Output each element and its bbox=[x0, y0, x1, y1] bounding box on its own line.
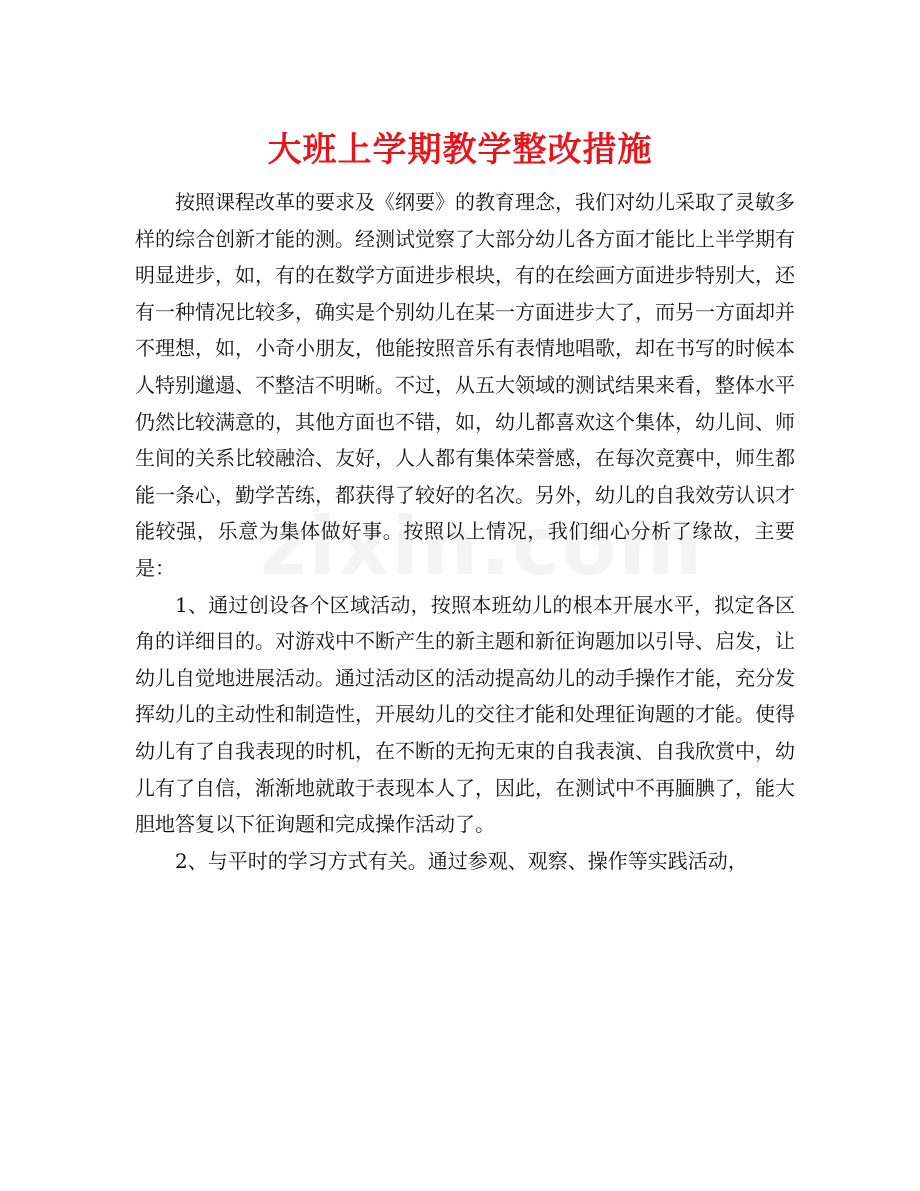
paragraph-point-1: 1、通过创设各个区域活动，按照本班幼儿的根本开展水平，拟定各区角的详细目的。对游戏中不断产生的新主题和新征询题加以引导、启发，让幼儿自觉地进展活动。通过活动区的活动提高幼儿的动手操作才能，充分发挥幼儿的主动性和制造性，开展幼儿的交往才能和处理征询题的才能。使得幼儿有了自我表现的时机，在不断的无拘无束的自我表演、自我欣赏中，幼儿有了自信，渐渐地就敢于表现本人了，因此，在测试中不再腼腆了，能大胆地答复以下征询题和完成操作活动了。 bbox=[135, 592, 795, 837]
document-body bbox=[135, 184, 795, 879]
document-title: 大班上学期教学整改措施 bbox=[267, 130, 653, 170]
paragraph-point-2: 2、与平时的学习方式有关。通过参观、观察、操作等实践活动， bbox=[175, 848, 748, 873]
paragraph-intro: 按照课程改革的要求及《纲要》的教育理念，我们对幼儿采取了灵敏多样的综合创新才能的测。经测试觉察了大部分幼儿各方面才能比上半学期有明显进步，如，有的在数学方面进步根块，有的在绘画方面进步特别大，还有一种情况比较多，确实是个别幼儿在某一方面进步大了，而另一方面却并不理想，如，小奇小朋友，他能按照音乐有表情地唱歌，却在书写的时候本人特别邋遢、不整洁不明晰。不过，从五大领域的测试结果来看，整体水平仍然比较满意的，其他方面也不错，如，幼儿都喜欢这个集体，幼儿间、师生间的关系比较融洽、友好，人人都有集体荣誉感，在每次竞赛中，师生都能一条心，勤学苦练，都获得了较好的名次。另外，幼儿的自我效劳认识才能较强，乐意为集体做好事。按照以上情况，我们细心分析了缘故，主要是： bbox=[135, 190, 795, 580]
